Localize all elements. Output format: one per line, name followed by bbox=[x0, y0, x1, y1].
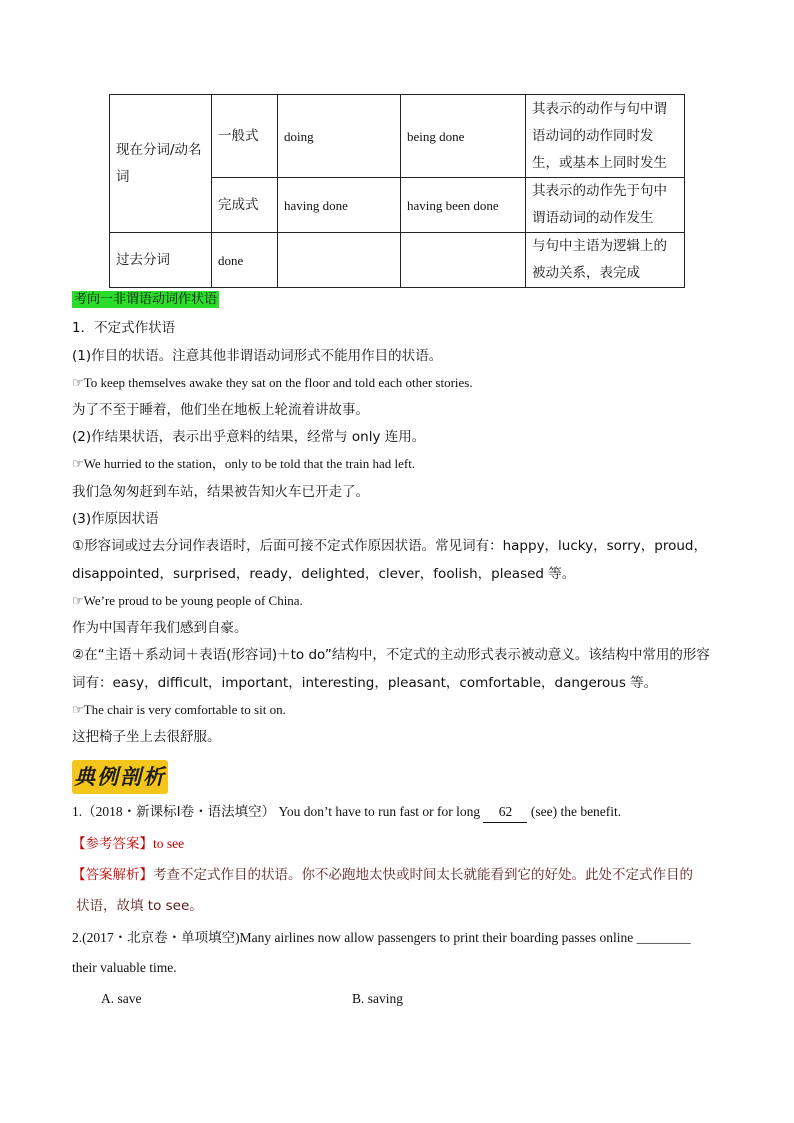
example-english: ☞To keep themselves awake they sat on the floor and told each other stories. bbox=[72, 375, 473, 390]
example-chinese: 我们急匆匆赶到车站，结果被告知火车已开走了。 bbox=[72, 484, 369, 500]
table-cell-note: 与句中主语为逻辑上的被动关系，表完成 bbox=[526, 233, 685, 288]
rule-text: (2)作结果状语，表示出乎意料的结果，经常与 only 连用。 bbox=[72, 429, 426, 445]
question-1: 1.（2018・新课标Ⅰ卷・语法填空） You don’t have to run fast or for long 62 (see) the benefit. bbox=[72, 802, 724, 823]
question-2: 2.(2017・北京卷・单项填空)Many airlines now allow passengers to print their boarding passes online ________ bbox=[72, 930, 691, 945]
example-english: ☞We’re proud to be young people of China. bbox=[72, 593, 303, 608]
answer-explanation-cont: 状语，故填 to see。 bbox=[76, 898, 203, 914]
answer-blank: 62 bbox=[483, 802, 527, 823]
example-chinese: 这把椅子坐上去很舒服。 bbox=[72, 729, 221, 745]
example-chinese: 作为中国青年我们感到自豪。 bbox=[72, 620, 248, 636]
table-cell-passive: being done bbox=[401, 95, 526, 178]
table-cell-simple-form: 一般式 bbox=[212, 95, 278, 178]
table-cell-note: 其表示的动作先于句中谓语动词的动作发生 bbox=[526, 178, 685, 233]
question-2-cont: their valuable time. bbox=[72, 960, 177, 975]
rule-text: 词有：easy，difficult，important，interesting，pleasant，comfortable，dangerous 等。 bbox=[72, 675, 658, 691]
example-english: ☞The chair is very comfortable to sit on. bbox=[72, 702, 286, 717]
nonfinite-forms-table bbox=[109, 94, 685, 288]
reference-answer: 【参考答案】to see bbox=[72, 836, 185, 852]
table-cell-active: doing bbox=[278, 95, 401, 178]
answer-explanation: 【答案解析】考查不定式作目的状语。你不必跑地太快或时间太长就能看到它的好处。此处不定式作目的 bbox=[72, 867, 693, 883]
table-cell-empty bbox=[401, 233, 526, 288]
option-b: B. saving bbox=[352, 991, 404, 1006]
rule-text: (1)作目的状语。注意其他非谓语动词形式不能用作目的状语。 bbox=[72, 348, 443, 364]
example-chinese: 为了不至于睡着，他们坐在地板上轮流着讲故事。 bbox=[72, 402, 369, 418]
rule-text: ②在“主语＋系动词＋表语(形容词)＋to do”结构中，不定式的主动形式表示被动意义。该结构中常用的形容 bbox=[72, 647, 710, 663]
table-cell-active: done bbox=[212, 233, 278, 288]
rule-text: disappointed，surprised，ready，delighted，clever，foolish，pleased 等。 bbox=[72, 566, 576, 582]
subsection-title: 1．不定式作状语 bbox=[72, 320, 176, 336]
table-cell-past-participle: 过去分词 bbox=[110, 233, 212, 288]
table-cell-note: 其表示的动作与句中谓语动词的动作同时发生，或基本上同时发生 bbox=[526, 95, 685, 178]
table-cell-perfect-form: 完成式 bbox=[212, 178, 278, 233]
banner-title: 典例剖析 bbox=[74, 764, 166, 789]
example-english: ☞We hurried to the station，only to be told that the train had left. bbox=[72, 456, 416, 471]
section-heading: 考向一非谓语动词作状语 bbox=[74, 292, 218, 307]
table-cell-active: having done bbox=[278, 178, 401, 233]
rule-text: (3)作原因状语 bbox=[72, 511, 159, 527]
table-cell-empty bbox=[278, 233, 401, 288]
table-cell-passive: having been done bbox=[401, 178, 526, 233]
table-cell-participle-gerund: 现在分词/动名词 bbox=[110, 95, 212, 233]
option-a: A. save bbox=[101, 991, 142, 1006]
rule-text: ①形容词或过去分词作表语时，后面可接不定式作原因状语。常见词有：happy，lucky，sorry，proud， bbox=[72, 538, 707, 554]
example-analysis-banner bbox=[72, 760, 168, 794]
